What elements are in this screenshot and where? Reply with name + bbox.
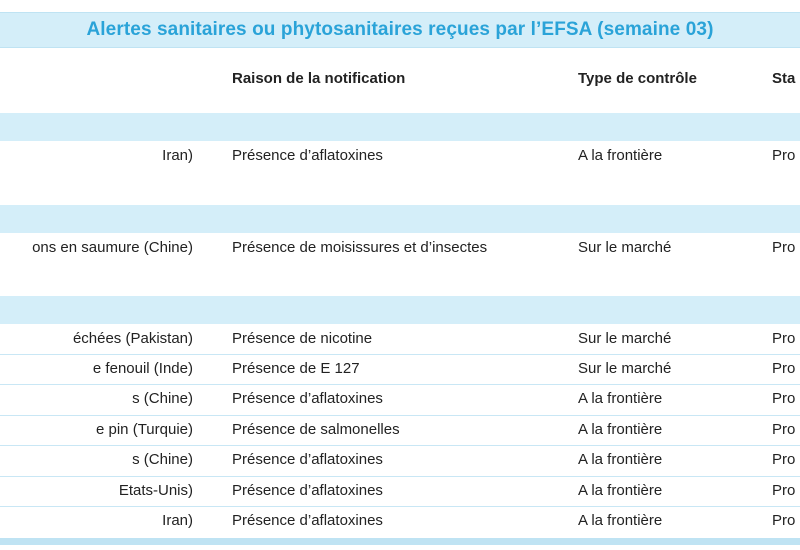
- cell-reason: Présence de nicotine: [232, 330, 373, 347]
- header-status: Sta: [772, 70, 796, 87]
- header-reason: Raison de la notification: [232, 70, 406, 87]
- cell-product: Iran): [162, 512, 193, 529]
- cell-reason: Présence de moisissures et d’insectes: [232, 239, 488, 256]
- cell-product: s (Chine): [132, 390, 193, 407]
- cell-reason: Présence de E 127: [232, 360, 360, 377]
- cell-control-type: Sur le marché: [578, 239, 672, 256]
- cell-product: Etats-Unis): [118, 482, 193, 499]
- cell-status: Pro: [772, 147, 796, 164]
- category-band: [0, 205, 800, 233]
- cell-reason: Présence d’aflatoxines: [232, 482, 383, 499]
- cell-product: s (Chine): [132, 451, 193, 468]
- cell-status: Pro: [772, 390, 796, 407]
- cell-reason: Présence d’aflatoxines: [232, 512, 383, 529]
- cell-product: ons en saumure (Chine): [32, 239, 193, 256]
- cell-control-type: A la frontière: [578, 421, 663, 438]
- cell-status: Pro: [772, 360, 796, 377]
- table-row: [0, 325, 800, 355]
- cell-product: e fenouil (Inde): [92, 360, 193, 377]
- cell-status: Pro: [772, 482, 796, 499]
- cell-reason: Présence de salmonelles: [232, 421, 400, 438]
- cell-control-type: A la frontière: [578, 147, 663, 164]
- cell-control-type: A la frontière: [578, 390, 663, 407]
- cell-reason: Présence d’aflatoxines: [232, 147, 383, 164]
- cell-reason: Présence d’aflatoxines: [232, 451, 383, 468]
- cell-status: Pro: [772, 330, 796, 347]
- cell-status: Pro: [772, 239, 796, 256]
- table-bottom-rule: [0, 538, 800, 545]
- cell-reason: Présence d’aflatoxines: [232, 390, 383, 407]
- cell-control-type: A la frontière: [578, 482, 663, 499]
- table-row: [0, 477, 800, 507]
- cell-control-type: Sur le marché: [578, 360, 672, 377]
- header-control-type: Type de contrôle: [578, 70, 697, 87]
- table-title: Alertes sanitaires ou phytosanitaires reçues par l’EFSA (semaine 03): [0, 12, 800, 48]
- table-row: [0, 416, 800, 446]
- table-header-row: [0, 47, 800, 113]
- table-row: [0, 507, 800, 537]
- category-band: [0, 296, 800, 324]
- table-row: [0, 234, 800, 264]
- table-row: [0, 142, 800, 172]
- cell-product: échées (Pakistan): [72, 330, 193, 347]
- cell-product: e pin (Turquie): [96, 421, 193, 438]
- cell-status: Pro: [772, 512, 796, 529]
- cell-control-type: A la frontière: [578, 512, 663, 529]
- table-row: [0, 355, 800, 385]
- cell-status: Pro: [772, 451, 796, 468]
- table-row: [0, 446, 800, 476]
- category-band: [0, 113, 800, 141]
- cell-product: Iran): [162, 147, 193, 164]
- cell-control-type: Sur le marché: [578, 330, 672, 347]
- table-row: [0, 385, 800, 415]
- cell-control-type: A la frontière: [578, 451, 663, 468]
- cell-status: Pro: [772, 421, 796, 438]
